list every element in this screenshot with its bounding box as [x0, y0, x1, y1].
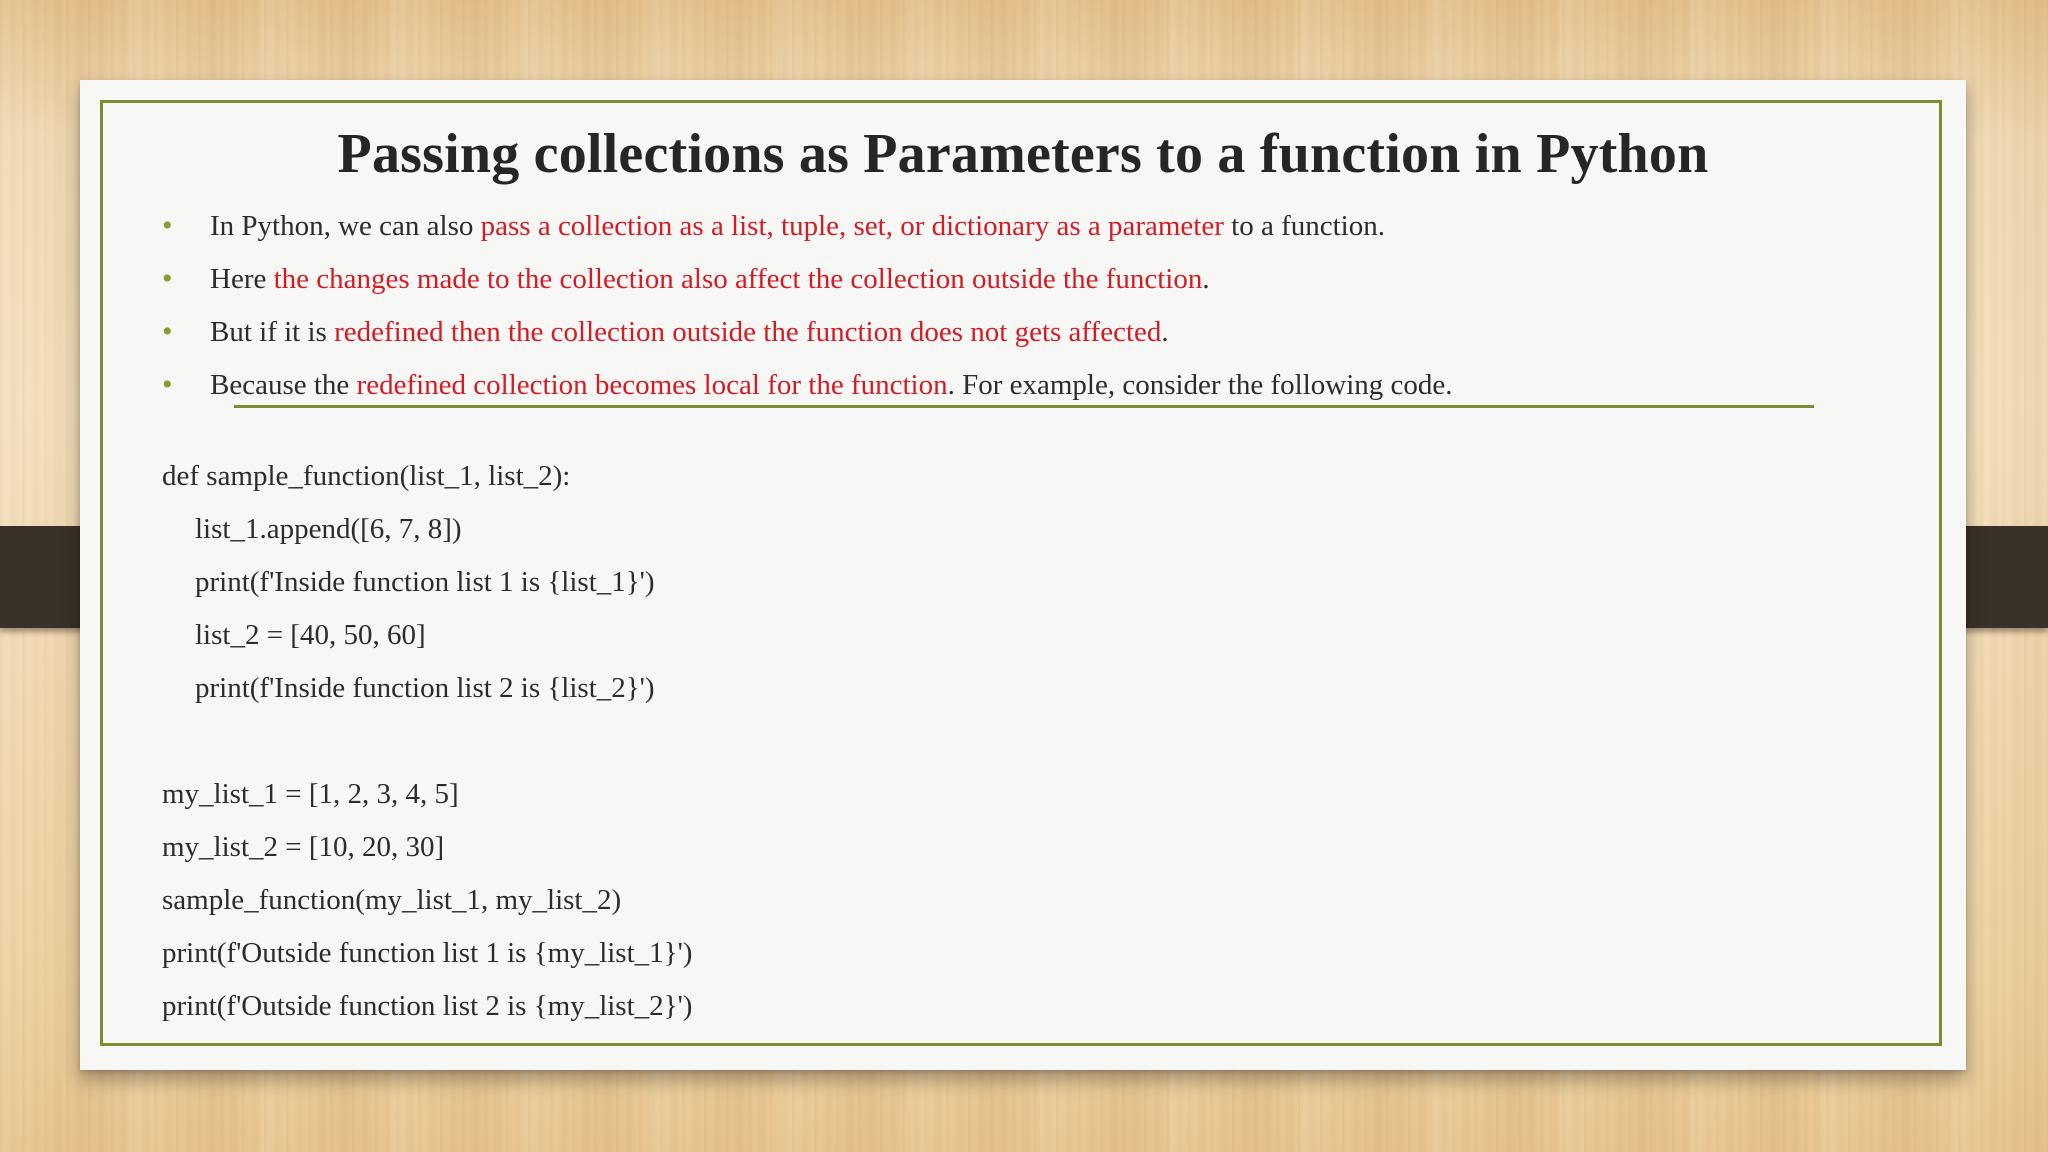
- bullet-item: [162, 206, 1862, 259]
- separator-line: [234, 405, 1814, 408]
- bullet-highlight: redefined collection becomes local for the function: [356, 369, 948, 401]
- bullet-text: to a function.: [1223, 210, 1385, 242]
- bullet-highlight: the changes made to the collection also affect the collection outside the function: [273, 263, 1203, 295]
- code-line: sample_function(my_list_1, my_list_2): [162, 884, 622, 916]
- bullet-text: Here: [210, 263, 274, 295]
- code-line: print(f'Outside function list 1 is {my_list_1}'): [162, 937, 693, 969]
- bullet-text: In Python, we can also: [210, 210, 481, 242]
- code-line: print(f'Outside function list 2 is {my_list_2}'): [162, 990, 693, 1022]
- bullet-item: [162, 312, 1862, 365]
- bullet-text: But if it is: [210, 316, 335, 348]
- bullet-highlight: pass a collection as a list, tuple, set, or dictionary as a parameter: [480, 210, 1224, 242]
- code-line: my_list_1 = [1, 2, 3, 4, 5]: [162, 778, 459, 810]
- bullet-list: [162, 206, 1862, 418]
- bullet-dot-icon: •: [162, 262, 173, 295]
- bullet-dot-icon: •: [162, 315, 173, 348]
- code-line-blank: [162, 721, 1162, 774]
- bullet-item: [162, 259, 1862, 312]
- slide-title: Passing collections as Parameters to a function in Python: [337, 123, 1709, 185]
- bullet-text: Because the: [210, 369, 357, 401]
- bullet-text: .: [1202, 263, 1210, 295]
- bullet-text: . For example, consider the following code.: [947, 369, 1453, 401]
- bullet-text: .: [1161, 316, 1169, 348]
- code-line: list_1.append([6, 7, 8]): [195, 513, 462, 545]
- bullet-dot-icon: •: [162, 368, 173, 401]
- code-line: print(f'Inside function list 2 is {list_2}'): [195, 672, 655, 704]
- code-line: my_list_2 = [10, 20, 30]: [162, 831, 445, 863]
- bullet-highlight: redefined then the collection outside the function does not gets affected: [334, 316, 1162, 348]
- slide: [80, 80, 1966, 1070]
- code-line: def sample_function(list_1, list_2):: [162, 460, 571, 492]
- bullet-item: [162, 365, 1862, 418]
- bullet-dot-icon: •: [162, 209, 173, 242]
- code-block: [162, 456, 1162, 1039]
- code-line: list_2 = [40, 50, 60]: [195, 619, 426, 651]
- code-line: print(f'Inside function list 1 is {list_1}'): [195, 566, 655, 598]
